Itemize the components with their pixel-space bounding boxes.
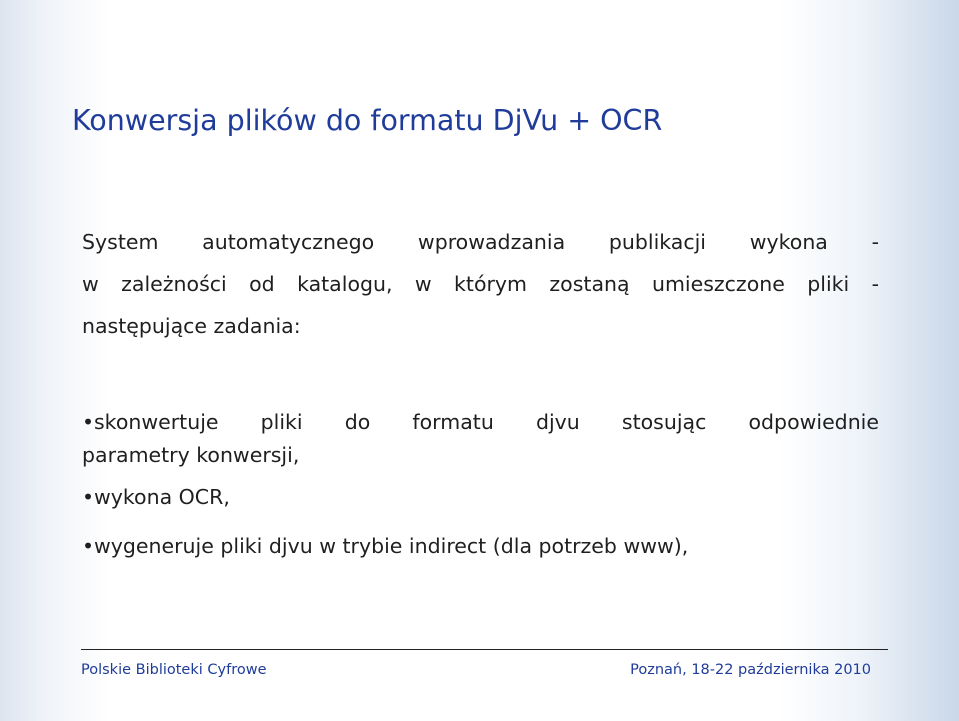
intro-line: System automatycznego wprowadzania publikacji wykona -	[82, 230, 879, 254]
intro-paragraph	[82, 221, 879, 347]
footer-place-date: Poznań, 18-22 października 2010	[630, 662, 871, 678]
task-item-line: • wygeneruje pliki djvu w trybie indirect (dla potrzeb www),	[94, 534, 689, 558]
task-item-line: • skonwertuje pliki do formatu djvu stosując odpowiednie	[94, 410, 879, 434]
task-item-ocr	[82, 475, 879, 519]
intro-line: w zależności od katalogu, w którym zostaną umieszczone pliki -	[82, 272, 879, 296]
task-list	[82, 400, 879, 573]
task-item-line: • wykona OCR,	[94, 485, 230, 509]
footer-organization: Polskie Biblioteki Cyfrowe	[81, 662, 267, 678]
task-item-convert	[82, 400, 879, 470]
slide-title: Konwersja plików do formatu DjVu + OCR	[72, 104, 663, 137]
task-item-indirect	[82, 524, 879, 568]
footer-divider	[81, 649, 888, 650]
task-item-line: parametry konwersji,	[82, 443, 300, 467]
intro-line: następujące zadania:	[82, 314, 301, 338]
